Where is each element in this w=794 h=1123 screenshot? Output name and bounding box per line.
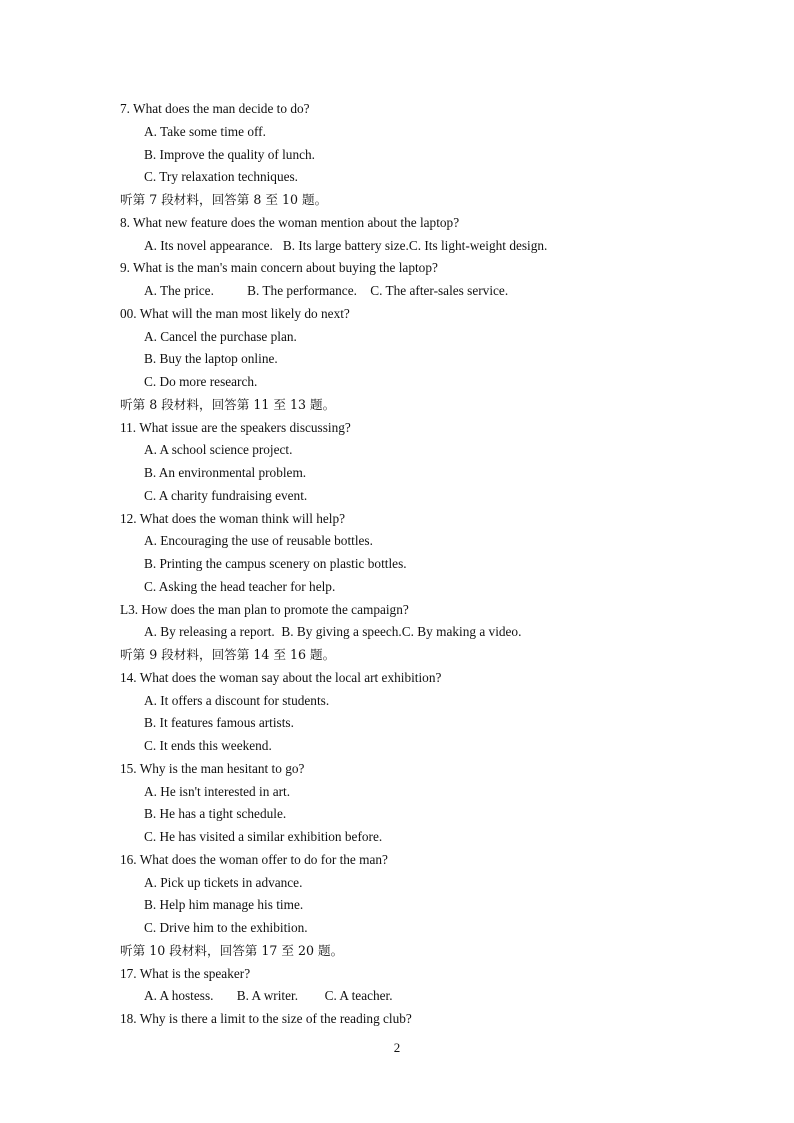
answer-options: B. It features famous artists. — [144, 715, 294, 731]
answer-options: A. Its novel appearance. B. Its large battery size.C. Its light-weight design. — [144, 237, 548, 253]
answer-options: B. Printing the campus scenery on plastic bottles. — [144, 556, 407, 571]
answer-options: C. Do more research. — [144, 374, 258, 389]
answer-options: A. Take some time off. — [144, 123, 266, 139]
section-instruction: 听第 8 段材料，回答第 11 至 13 题。 — [120, 396, 336, 412]
exam-content — [120, 98, 740, 1031]
question-text: 17. What is the speaker? — [120, 965, 251, 981]
answer-options: B. An environmental problem. — [144, 465, 307, 480]
answer-options: B. Buy the laptop online. — [144, 351, 278, 367]
answer-options: A. By releasing a report. B. By giving a speech.C. By making a video. — [144, 624, 522, 640]
answer-options: A. The price. B. The performance. C. The after-sales service. — [144, 283, 509, 298]
question-text: 7. What does the man decide to do? — [120, 101, 310, 116]
question-text: 8. What new feature does the woman mention about the laptop? — [120, 214, 460, 230]
answer-options: C. Asking the head teacher for help. — [144, 578, 336, 594]
answer-options: A. He isn't interested in art. — [144, 783, 291, 799]
answer-options: A. Encouraging the use of reusable bottles. — [144, 533, 373, 549]
page-number: 2 — [393, 1040, 401, 1055]
question-text: 16. What does the woman offer to do for the man? — [120, 851, 388, 867]
question-text: 00. What will the man most likely do next? — [120, 305, 350, 321]
question-text: 9. What is the man's main concern about buying the laptop? — [120, 260, 438, 276]
answer-options: B. Help him manage his time. — [144, 897, 304, 913]
answer-options: C. Drive him to the exhibition. — [144, 920, 308, 935]
answer-options: A. Cancel the purchase plan. — [144, 328, 297, 344]
answer-options: A. Pick up tickets in advance. — [144, 874, 303, 890]
answer-options: C. A charity fundraising event. — [144, 487, 308, 503]
answer-options: C. Try relaxation techniques. — [144, 169, 299, 185]
answer-options: C. It ends this weekend. — [144, 738, 272, 753]
question-text: 15. Why is the man hesitant to go? — [120, 760, 305, 776]
answer-options: B. He has a tight schedule. — [144, 806, 287, 822]
answer-options: C. He has visited a similar exhibition before. — [144, 829, 383, 844]
answer-options: A. It offers a discount for students. — [144, 692, 330, 708]
question-text: 14. What does the woman say about the local art exhibition? — [120, 669, 442, 685]
question-text: 12. What does the woman think will help? — [120, 510, 346, 526]
section-instruction: 听第 10 段材料，回答第 17 至 20 题。 — [120, 942, 344, 958]
answer-options: A. A school science project. — [144, 442, 293, 458]
question-text: L3. How does the man plan to promote the campaign? — [120, 601, 409, 617]
question-text: 11. What issue are the speakers discussing? — [120, 419, 351, 435]
answer-options: B. Improve the quality of lunch. — [144, 146, 315, 162]
answer-options: A. A hostess. B. A writer. C. A teacher. — [144, 988, 393, 1004]
section-instruction: 听第 9 段材料，回答第 14 至 16 题。 — [120, 647, 336, 662]
question-text: 18. Why is there a limit to the size of the reading club? — [120, 1011, 412, 1026]
section-instruction: 听第 7 段材料，回答第 8 至 10 题。 — [120, 192, 328, 207]
